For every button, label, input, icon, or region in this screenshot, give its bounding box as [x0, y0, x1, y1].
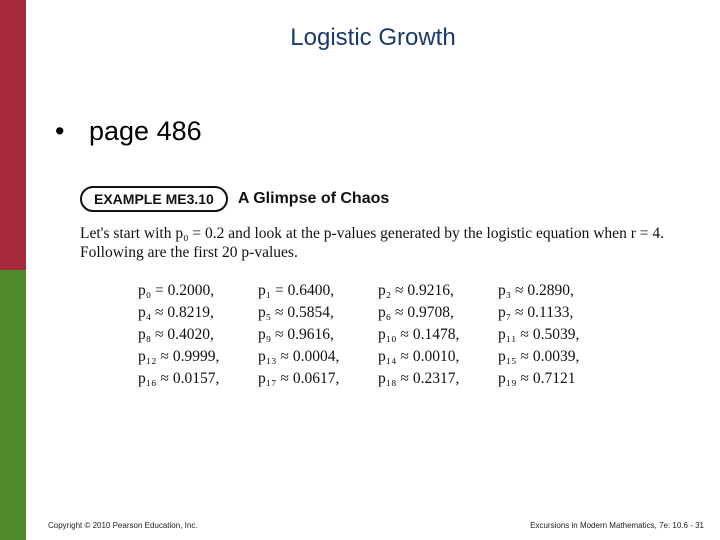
p-value-cell: p₁ = 0.6400,	[258, 282, 335, 299]
footer-copyright: Copyright © 2010 Pearson Education, Inc.	[48, 521, 198, 530]
p-value-cell: p₀ = 0.2000,	[138, 282, 215, 299]
p-value-cell: p₈ ≈ 0.4020,	[138, 326, 214, 343]
p-value-cell: p₁₇ ≈ 0.0617,	[258, 370, 340, 387]
slide-title: Logistic Growth	[290, 24, 456, 51]
p-value-cell: p₇ ≈ 0.1133,	[498, 304, 574, 321]
example-intro: Let's start with p₀ = 0.2 and look at the p-values generated by the logistic equation when r = 4. Following are the first 20 p-values.	[80, 225, 664, 261]
left-accent-bar-green	[0, 270, 26, 540]
p-value-cell: p₅ ≈ 0.5854,	[258, 304, 334, 321]
p-values-table	[138, 280, 618, 390]
p-value-cell: p₆ ≈ 0.9708,	[378, 304, 454, 321]
table-row	[138, 368, 618, 390]
example-excerpt	[80, 186, 680, 390]
example-header	[80, 186, 680, 212]
p-value-cell: p₁₃ ≈ 0.0004,	[258, 348, 340, 365]
p-value-cell: p₁₈ ≈ 0.2317,	[378, 370, 460, 387]
p-value-cell: p₄ ≈ 0.8219,	[138, 304, 214, 321]
left-accent-bar-red	[0, 0, 26, 270]
p-value-cell: p₃ ≈ 0.2890,	[498, 282, 574, 299]
p-value-cell: p₁₂ ≈ 0.9999,	[138, 348, 220, 365]
p-value-cell: p₁₀ ≈ 0.1478,	[378, 326, 460, 343]
example-title: A Glimpse of Chaos	[237, 190, 390, 207]
table-row	[138, 324, 618, 346]
p-value-cell: p₂ ≈ 0.9216,	[378, 282, 454, 299]
bullet-symbol: •	[55, 116, 65, 146]
table-row	[138, 302, 618, 324]
p-value-cell: p₁₉ ≈ 0.7121	[498, 370, 576, 387]
bullet-text: page 486	[89, 116, 202, 146]
p-value-cell: p₁₅ ≈ 0.0039,	[498, 348, 580, 365]
footer-source: Excursions in Modern Mathematics, 7e: 10.6 - 31	[530, 521, 704, 530]
p-value-cell: p₉ ≈ 0.9616,	[258, 326, 334, 343]
example-badge: EXAMPLE ME3.10	[80, 186, 228, 212]
p-value-cell: p₁₁ ≈ 0.5039,	[498, 326, 580, 343]
p-value-cell: p₁₆ ≈ 0.0157,	[138, 370, 220, 387]
p-value-cell: p₁₄ ≈ 0.0010,	[378, 348, 460, 365]
table-row	[138, 346, 618, 368]
table-row	[138, 280, 618, 302]
bullet-item	[55, 116, 202, 147]
